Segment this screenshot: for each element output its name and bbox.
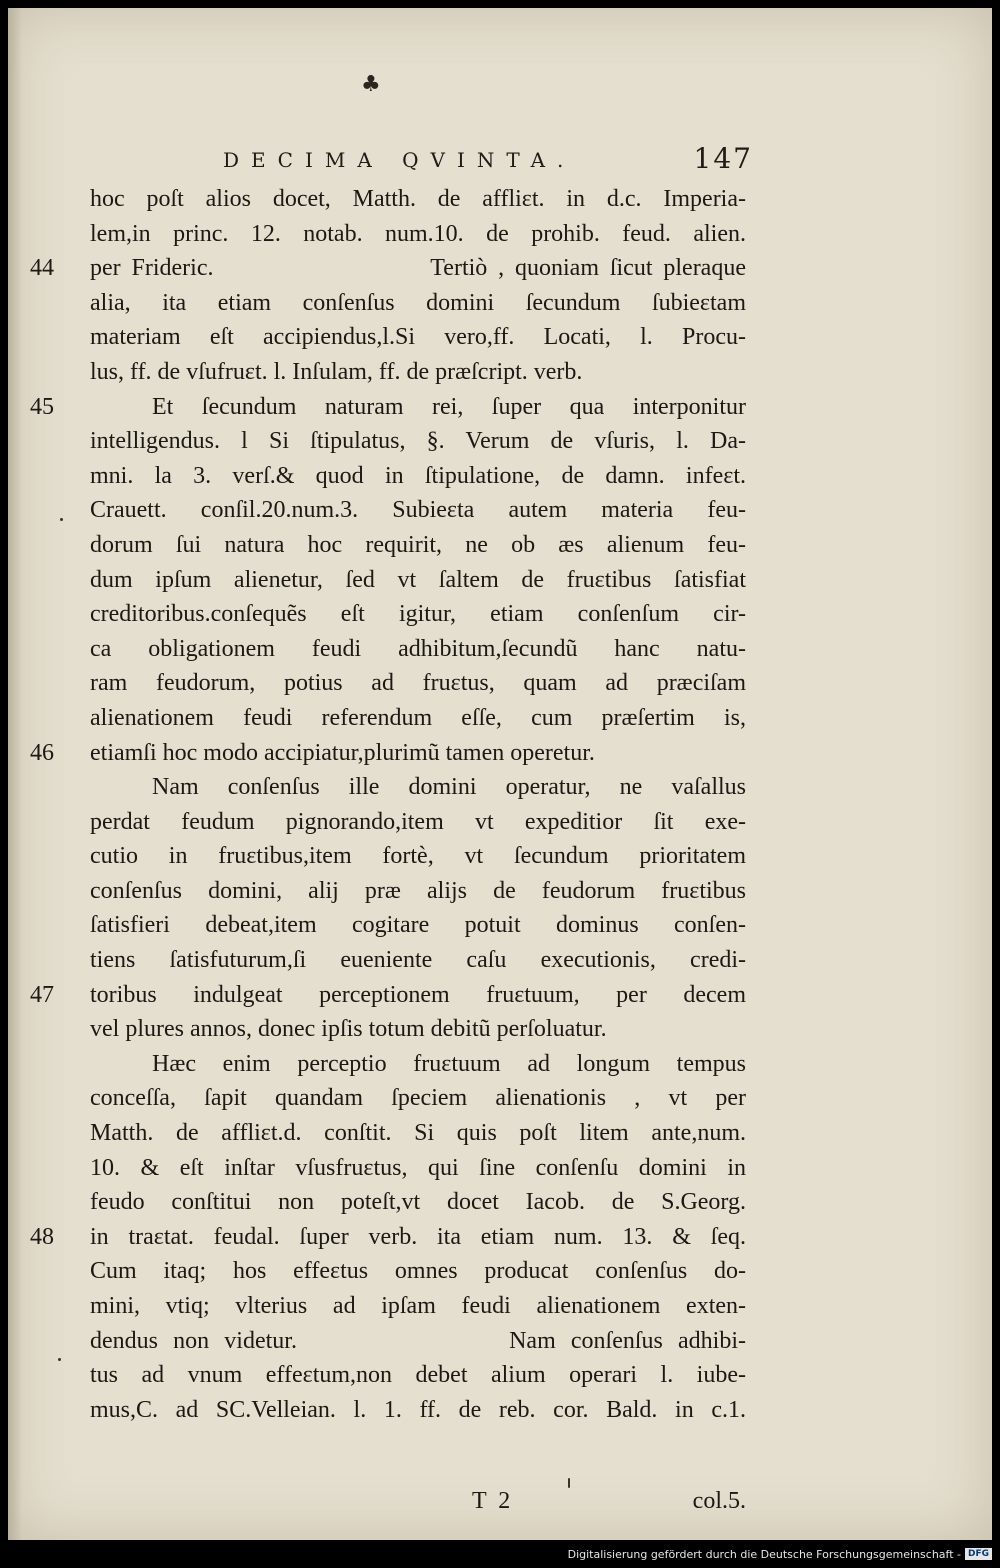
- page-number: 147: [693, 142, 753, 175]
- text-line: conceſſa, ſapit quandam ſpeciem alienationis , vt per: [90, 1085, 746, 1112]
- text-line: perdat feudum pignorando,item vt expeditior ſit exe-: [90, 808, 746, 835]
- text-line: dendus non videtur. Nam conſenſus adhibi-: [90, 1327, 746, 1354]
- text-line: cutio in fruɛtibus,item fortè, vt ſecundum prioritatem: [90, 843, 746, 870]
- margin-number: 46: [30, 740, 54, 766]
- text-line: tus ad vnum effeɛtum,non debet alium operari l. iube-: [90, 1362, 746, 1389]
- text-line: in traɛtat. feudal. ſuper verb. ita etiam num. 13. & ſeq.: [90, 1223, 746, 1250]
- text-line: Nam conſenſus ille domini operatur, ne vaſallus: [152, 774, 746, 801]
- text-line: feudo conſtitui non poteſt,vt docet Iacob. de S.Georg.: [90, 1189, 746, 1216]
- text-line: intelligendus. l Si ſtipulatus, §. Verum de vſuris, l. Da-: [90, 428, 746, 455]
- text-line: per Frideric. Tertiò , quoniam ſicut pleraque: [90, 255, 746, 282]
- text-line: Matth. de affliɛt.d. conſtit. Si quis poſt litem ante,num.: [90, 1120, 746, 1147]
- margin-number: 47: [30, 982, 54, 1008]
- text-line: alia, ita etiam conſenſus domini ſecundum ſubieɛtam: [90, 289, 746, 316]
- paper-speck: [60, 518, 63, 521]
- text-line: Cum itaq; hos effeɛtus omnes producat conſenſus do-: [90, 1258, 746, 1285]
- text-line: 10. & eſt inſtar vſusfruɛtus, qui ſine conſenſu domini in: [90, 1154, 746, 1181]
- text-line: dum ipſum alienetur, ſed vt ſaltem de fruɛtibus ſatisfiat: [90, 566, 746, 593]
- margin-number: 44: [30, 255, 54, 281]
- text-line: alienationem feudi referendum eſſe, cum præſertim is,: [90, 704, 746, 731]
- text-line: Crauett. conſil.20.num.3. Subieɛta autem materia feu-: [90, 497, 746, 524]
- text-line: etiamſi hoc modo accipiatur,plurimũ tamen operetur.: [90, 739, 595, 766]
- text-line: lus, ff. de vſufruɛt. l. Inſulam, ff. de præſcript. verb.: [90, 358, 583, 385]
- ornament-mark: ♣: [361, 72, 381, 97]
- text-line: toribus indulgeat perceptionem fruɛtuum, per decem: [90, 981, 746, 1008]
- text-line: vel plures annos, donec ipſis totum debitũ perſoluatur.: [90, 1016, 607, 1043]
- signature-mark: T 2: [472, 1488, 511, 1514]
- text-line: mus,C. ad SC.Velleian. l. 1. ff. de reb. cor. Bald. in c.1.: [90, 1396, 746, 1423]
- catchword: col.5.: [692, 1488, 746, 1514]
- book-page: [8, 8, 992, 1540]
- margin-number: 48: [30, 1224, 54, 1250]
- paper-speck: [58, 1358, 61, 1361]
- text-line: hoc poſt alios docet, Matth. de affliɛt. in d.c. Imperia-: [90, 186, 746, 212]
- text-line: dorum ſui natura hoc requirit, ne ob æs alienum feu-: [90, 531, 746, 558]
- running-title: DECIMA QVINTA.: [223, 148, 576, 172]
- paper-speck: [568, 1478, 570, 1488]
- margin-number: 45: [30, 394, 54, 420]
- text-line: mni. la 3. verſ.& quod in ſtipulatione, de damn. infeɛt.: [90, 462, 746, 489]
- digitization-footer: [568, 1544, 992, 1564]
- text-line: conſenſus domini, alij præ alijs de feudorum fruɛtibus: [90, 877, 746, 904]
- text-line: Hæc enim perceptio fruɛtuum ad longum tempus: [152, 1050, 746, 1077]
- body-text: [30, 182, 746, 1514]
- text-line: ca obligationem feudi adhibitum,ſecundũ hanc natu-: [90, 635, 746, 662]
- signature-line: [90, 1488, 746, 1522]
- text-line: tiens ſatisfuturum,ſi eueniente caſu executionis, credi-: [90, 947, 746, 974]
- page-header: [223, 144, 753, 180]
- text-line: materiam eſt accipiendus,l.Si vero,ff. Locati, l. Procu-: [90, 324, 746, 351]
- footer-text: Digitalisierung gefördert durch die Deutsche Forschungsgemeinschaft -: [567, 1547, 961, 1561]
- text-line: mini, vtiq; vlterius ad ipſam feudi alienationem exten-: [90, 1293, 746, 1319]
- text-line: creditoribus.conſequẽs eſt igitur, etiam conſenſum cir-: [90, 601, 746, 628]
- dfg-logo-icon: DFG: [965, 1548, 992, 1560]
- text-line: Et ſecundum naturam rei, ſuper qua interponitur: [152, 393, 746, 420]
- text-line: ram feudorum, potius ad fruɛtus, quam ad præciſam: [90, 670, 746, 697]
- text-line: lem,in princ. 12. notab. num.10. de prohib. feud. alien.: [90, 220, 746, 247]
- text-line: ſatisfieri debeat,item cogitare potuit dominus conſen-: [90, 912, 746, 939]
